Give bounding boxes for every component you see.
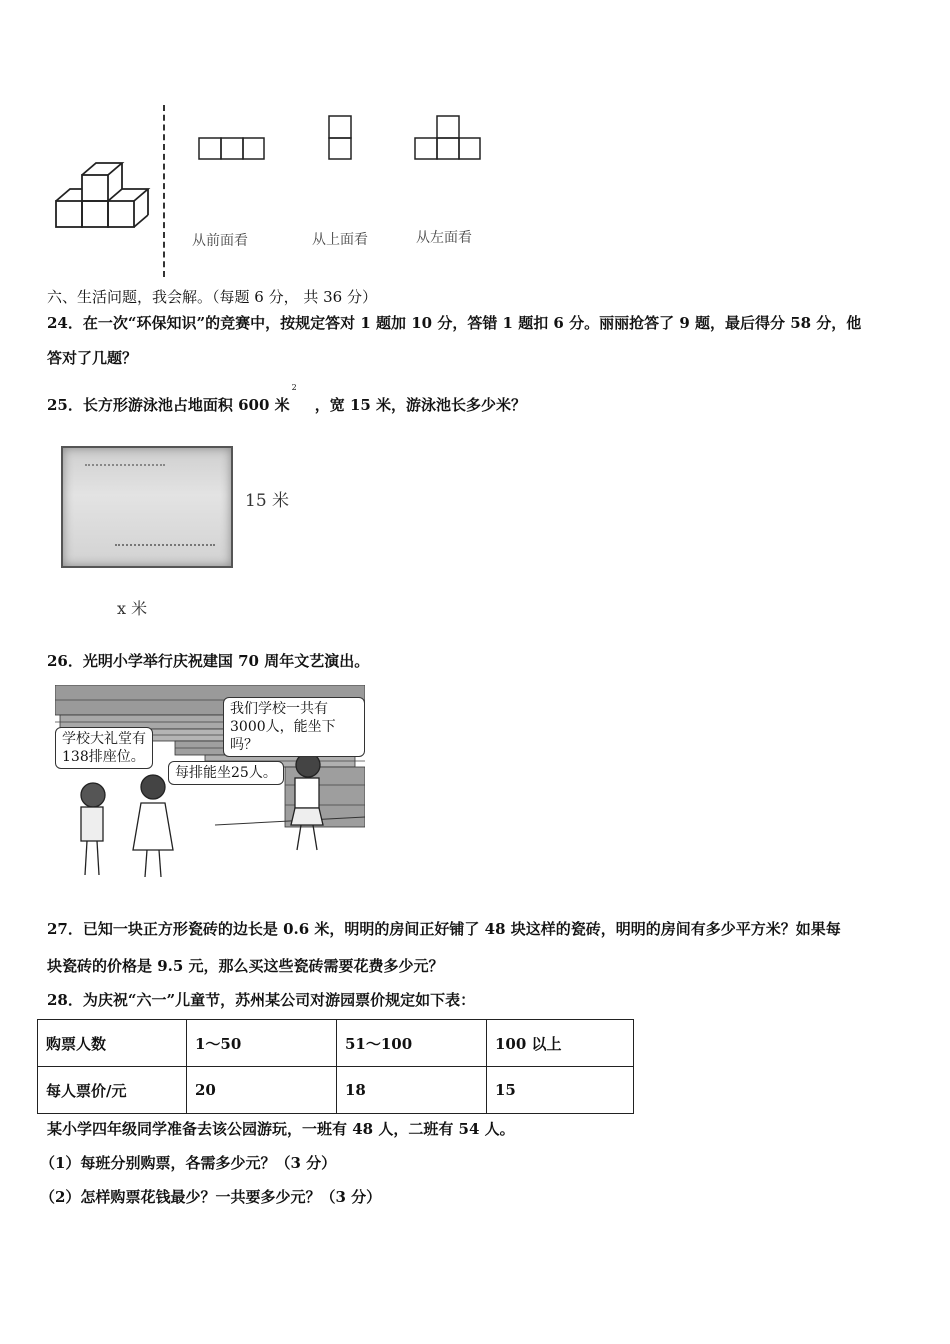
pool-length-label: x 米 [117, 599, 148, 618]
pool-wave-bottom [115, 544, 215, 546]
bubble-girl-text: 每排能坐25人。 [175, 765, 277, 781]
q24-line2: 答对了几题？ [47, 349, 138, 367]
table-cell: 20 [187, 1067, 337, 1114]
price-table [37, 1019, 634, 1114]
table-cell: 15 [487, 1067, 634, 1114]
table-row [38, 1020, 634, 1067]
speech-bubble-girl-right [223, 697, 365, 757]
speech-bubble-boy [55, 727, 153, 769]
table-row [38, 1067, 634, 1114]
table-cell: 每人票价/元 [38, 1067, 187, 1114]
table-cell: 100 以上 [487, 1020, 634, 1067]
table-cell: 51～100 [337, 1020, 487, 1067]
front-view-drawing [198, 137, 266, 161]
pool-wave-top [85, 464, 165, 466]
q28-intro: 28．为庆祝“六一”儿童节，苏州某公司对游园票价规定如下表： [47, 991, 476, 1009]
section-title: 六、生活问题，我会解。（每题 6 分， 共 36 分） [47, 288, 377, 306]
q25-text-b: ，宽 15 米，游泳池长多少米？ [314, 396, 527, 414]
top-view-drawing [328, 115, 353, 161]
bubble-right-line1: 我们学校一共有 [230, 701, 328, 717]
bubble-boy-line2: 138排座位。 [62, 749, 145, 765]
three-view-figure [50, 100, 500, 260]
q24-line1: 24．在一次“环保知识”的竞赛中，按规定答对 1 题加 10 分，答错 1 题扣 6 分。丽丽抢答了 9 题，最后得分 58 分，他 [47, 314, 862, 332]
q27-line2: 块瓷砖的价格是 9.5 元，那么买这些瓷砖需要花费多少元？ [47, 957, 444, 975]
table-cell: 18 [337, 1067, 487, 1114]
pool-figure [55, 440, 315, 620]
dashed-separator [163, 105, 165, 277]
bubble-boy-line1: 学校大礼堂有 [62, 731, 146, 747]
q25-superscript: 2 [291, 383, 297, 392]
q25-text-a: 25．长方形游泳池占地面积 600 米 [47, 396, 290, 414]
speech-bubble-girl [168, 761, 284, 785]
table-cell: 购票人数 [38, 1020, 187, 1067]
q28-sub2: （2）怎样购票花钱最少？一共要多少元？（3 分） [40, 1188, 382, 1206]
auditorium-illustration [55, 685, 365, 885]
left-view-drawing [414, 115, 482, 161]
bubble-right-line2: 3000人，能坐下吗？ [230, 719, 336, 753]
q27-line1: 27．已知一块正方形瓷砖的边长是 0.6 米，明明的房间正好铺了 48 块这样的瓷砖，明明的房间有多少平方米？如果每 [47, 920, 841, 938]
q28-sub1: （1）每班分别购票，各需多少元？（3 分） [40, 1154, 337, 1172]
pool-width-label: 15 米 [245, 491, 290, 511]
top-view-caption: 从上面看 [312, 232, 368, 248]
table-cell: 1～50 [187, 1020, 337, 1067]
q28-after: 某小学四年级同学准备去该公园游玩，一班有 48 人，二班有 54 人。 [47, 1120, 515, 1138]
cube-stack-drawing [50, 155, 170, 285]
front-view-caption: 从前面看 [192, 233, 248, 249]
q25-text [47, 383, 527, 415]
q26-text: 26．光明小学举行庆祝建国 70 周年文艺演出。 [47, 652, 370, 670]
left-view-caption: 从左面看 [416, 230, 472, 246]
